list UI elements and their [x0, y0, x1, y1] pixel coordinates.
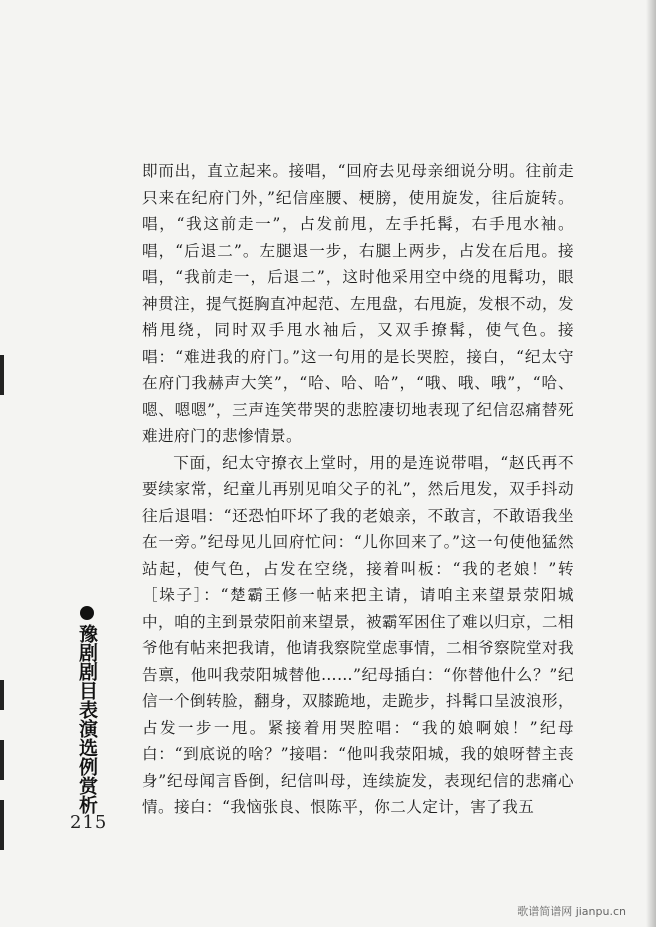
paragraph-2: 下面，纪太守撩衣上堂时，用的是连说带唱，“赵氏再不要续家常，纪童儿再别见咱父子的礼”，然后甩发，双手抖动往后退唱：“还恐怕吓坏了我的老娘亲，不敢言，不敢语我坐在一旁。”纪母见儿回府忙问：“儿你回来了。”这一句使他猛然站起，使气色，占发在空绕，接着叫板：“我的老娘！”转［垛子］：“楚霸王修一帖来把主请，请咱主来望景荥阳城中，咱的主到景荥阳前来望景，被霸军困住了难以归京，二相爷他有帖来把我请，他请我察院堂虑事情，二相爷察院堂对我告禀，他叫我荥阳城替他……”纪母插白：“你替他什么？”纪信一个倒转脸，翻身，双膝跪地，走跪步，抖髯口呈波浪形，占发一步一甩。紧接着用哭腔唱：“我的娘啊娘！”纪母白：“到底说的啥？”接唱：“他叫我荥阳城，我的娘呀替主丧身”纪母闻言昏倒，纪信叫母，连续旋发，表现纪信的悲痛心情。接白：“我恼张良、恨陈平，你二人定计，害了我五: [142, 453, 574, 816]
side-title-text: 豫剧剧目表演选例赏析: [76, 624, 98, 814]
body-text: [142, 158, 574, 821]
left-edge-mark: [0, 740, 4, 780]
paragraph-1: 即而出，直立起来。接唱，“回府去见母亲细说分明。往前走只来在纪府门外，”纪信座腰、梗膀，使用旋发，往后旋转。唱，“我这前走一”，占发前甩，左手托髯，右手甩水袖。唱，“后退二”。左腿退一步，右腿上两步，占发在后甩。接唱，“我前走一，后退二”，这时他采用空中绕的甩髯功，眼神贯注，提气挺胸直冲起范、左甩盘，右甩旋，发根不动，发梢甩绕，同时双手甩水袖后，又双手撩髯，使气色。接唱：“难进我的府门。”这一句用的是长哭腔，接白，“纪太守在府门我赫声大笑”，“哈、哈、哈”，“哦、哦、哦”，“哈、嗯、嗯嗯”，三声连笑带哭的悲腔凄切地表现了纪信忍痛替死难进府门的悲惨情景。: [142, 162, 574, 445]
left-edge-mark: [0, 680, 4, 710]
left-edge-mark: [0, 355, 4, 395]
bullet-dot-icon: [80, 606, 94, 620]
left-edge-mark: [0, 800, 4, 850]
page-edge-shadow: [646, 0, 656, 927]
side-section-title: [74, 606, 98, 814]
watermark: 歌谱简谱网 jianpu.cn: [517, 905, 626, 918]
page-number: 215: [70, 812, 108, 833]
